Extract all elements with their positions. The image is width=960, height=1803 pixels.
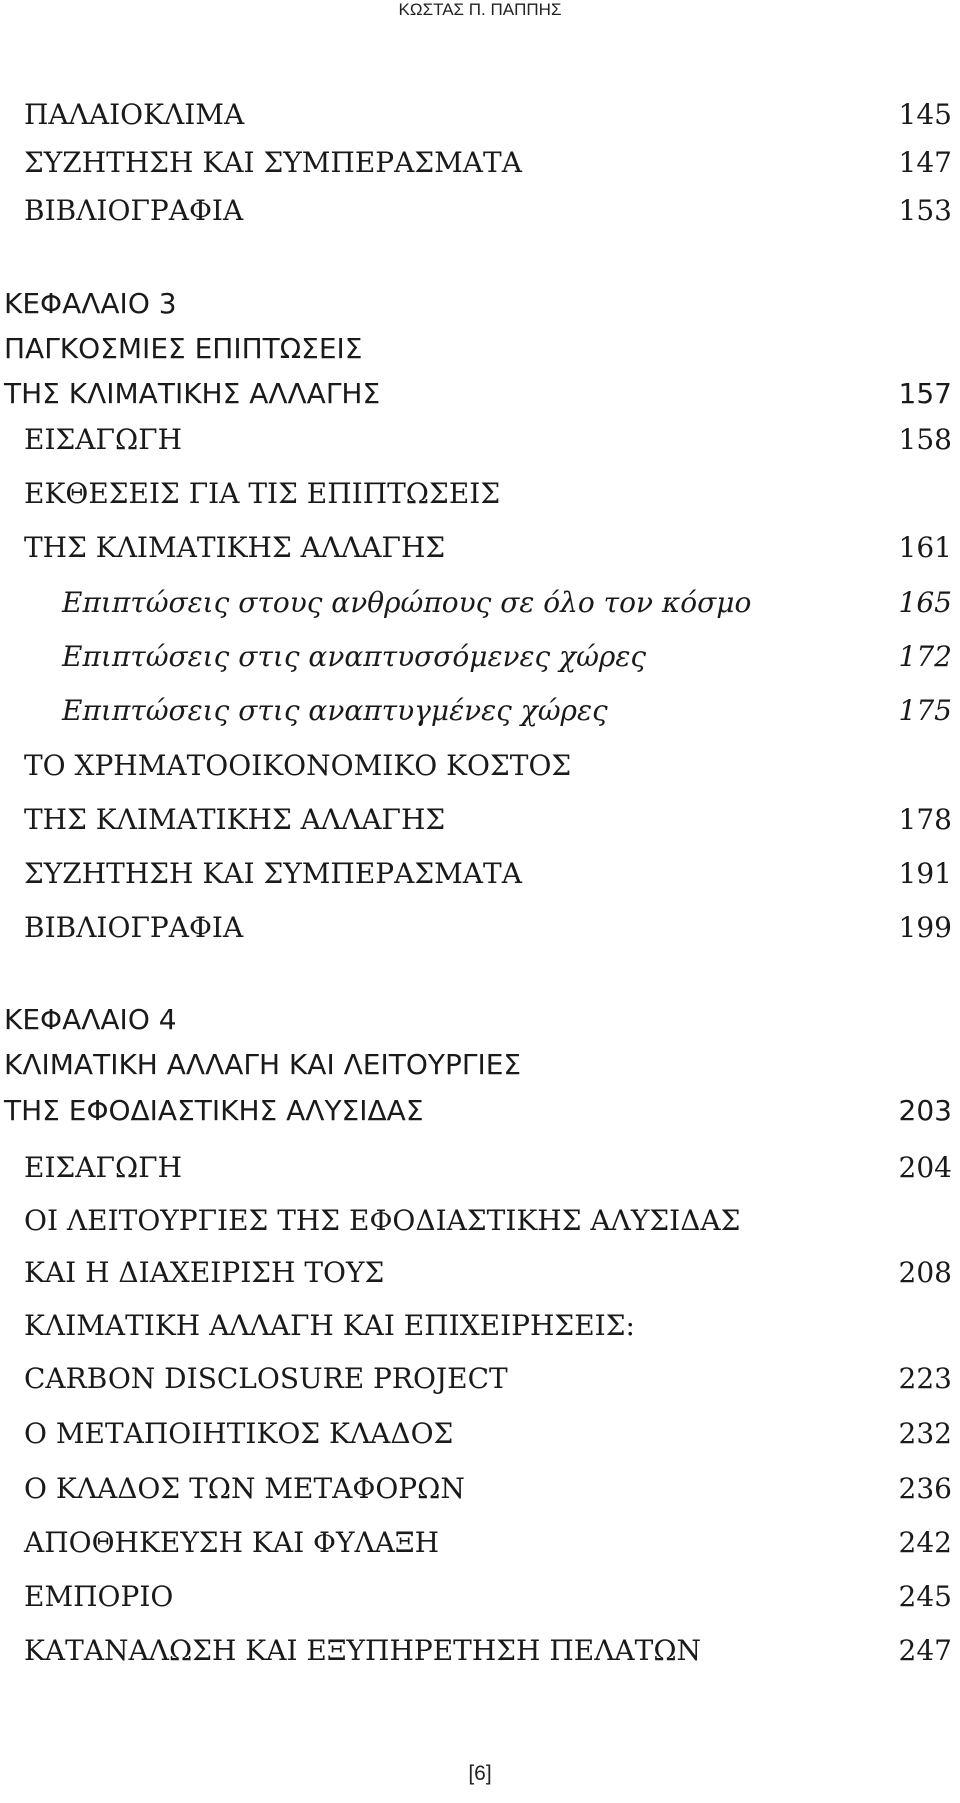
toc-entry <box>24 1303 952 1349</box>
toc-entry-page: 204 <box>898 1151 952 1184</box>
toc-entry-title: ΣΥΖΗΤΗΣΗ ΚΑΙ ΣΥΜΠΕΡΑΣΜΑΤΑ <box>24 857 522 890</box>
toc-entry <box>24 417 952 463</box>
toc-entry <box>24 851 952 897</box>
toc-entry-page: 208 <box>898 1256 952 1289</box>
chapter-heading <box>4 1042 952 1088</box>
chapter-heading-title: ΚΕΦΑΛΑΙΟ 3 <box>4 287 177 320</box>
toc-entry-title: ΕΜΠΟΡΙΟ <box>24 1580 174 1613</box>
toc-entry-page: 161 <box>898 531 952 564</box>
toc-entry-page: 178 <box>898 803 952 836</box>
toc-entry-page: 232 <box>898 1417 952 1450</box>
chapter-heading <box>4 1088 952 1134</box>
toc-entry <box>24 1574 952 1620</box>
toc-entry-title: ΤΗΣ ΚΛΙΜΑΤΙΚΗΣ ΑΛΛΑΓΗΣ <box>24 531 446 564</box>
toc-subentry <box>62 580 952 626</box>
toc-entry-page: 199 <box>898 911 952 944</box>
toc-entry-title: ΕΙΣΑΓΩΓΗ <box>24 1151 183 1184</box>
toc-entry <box>24 471 952 517</box>
toc-entry-page: 247 <box>898 1634 952 1667</box>
toc-entry-title: CARBON DISCLOSURE PROJECT <box>24 1362 508 1395</box>
chapter-heading-title: ΠΑΓΚΟΣΜΙΕΣ ΕΠΙΠΤΩΣΕΙΣ <box>4 332 363 365</box>
toc-entry <box>24 1628 952 1674</box>
toc-entry-title: ΣΥΖΗΤΗΣΗ ΚΑΙ ΣΥΜΠΕΡΑΣΜΑΤΑ <box>24 146 522 179</box>
toc-subentry-page: 172 <box>898 640 952 673</box>
toc-entry <box>24 797 952 843</box>
toc-subentry <box>62 634 952 680</box>
chapter-heading-title: ΤΗΣ ΚΛΙΜΑΤΙΚΗΣ ΑΛΛΑΓΗΣ <box>4 377 381 410</box>
chapter-heading <box>4 326 952 372</box>
toc-entry-page: 158 <box>898 423 952 456</box>
toc-entry-page: 153 <box>898 194 952 227</box>
toc-entry-page: 245 <box>898 1580 952 1613</box>
toc-entry <box>24 188 952 234</box>
chapter-heading <box>4 997 952 1043</box>
toc-entry-title: ΚΛΙΜΑΤΙΚΗ ΑΛΛΑΓΗ ΚΑΙ ΕΠΙΧΕΙΡΗΣΕΙΣ: <box>24 1309 635 1342</box>
page-number: [6] <box>468 1762 492 1785</box>
toc-subentry-page: 175 <box>898 694 952 727</box>
toc-subentry-title: Επιπτώσεις στις αναπτυσσόμενες χώρες <box>62 640 647 673</box>
toc-entry <box>24 1250 952 1296</box>
toc-entry-page: 145 <box>898 98 952 131</box>
toc-subentry-page: 165 <box>898 586 952 619</box>
chapter-heading-title: ΤΗΣ ΕΦΟΔΙΑΣΤΙΚΗΣ ΑΛΥΣΙΔΑΣ <box>4 1094 424 1127</box>
toc-entry-title: ΠΑΛΑΙΟΚΛΙΜΑ <box>24 98 245 131</box>
chapter-heading-title: ΚΛΙΜΑΤΙΚΗ ΑΛΛΑΓΗ ΚΑΙ ΛΕΙΤΟΥΡΓΙΕΣ <box>4 1048 522 1081</box>
toc-entry-page: 236 <box>898 1472 952 1505</box>
toc-subentry <box>62 688 952 734</box>
chapter-heading-title: ΚΕΦΑΛΑΙΟ 4 <box>4 1003 177 1036</box>
toc-entry-page: 191 <box>898 857 952 890</box>
toc-entry <box>24 525 952 571</box>
toc-entry-title: ΤΟ ΧΡΗΜΑΤΟΟΙΚΟΝΟΜΙΚΟ ΚΟΣΤΟΣ <box>24 749 572 782</box>
toc-entry <box>24 1145 952 1191</box>
toc-entry-title: ΒΙΒΛΙΟΓΡΑΦΙΑ <box>24 911 244 944</box>
toc-entry <box>24 140 952 186</box>
toc-entry-title: ΟΙ ΛΕΙΤΟΥΡΓΙΕΣ ΤΗΣ ΕΦΟΔΙΑΣΤΙΚΗΣ ΑΛΥΣΙΔΑΣ <box>24 1204 741 1237</box>
toc-entry-title: ΕΚΘΕΣΕΙΣ ΓΙΑ ΤΙΣ ΕΠΙΠΤΩΣΕΙΣ <box>24 477 501 510</box>
toc-entry-title: ΚΑΙ Η ΔΙΑΧΕΙΡΙΣΗ ΤΟΥΣ <box>24 1256 385 1289</box>
toc-entry <box>24 1520 952 1566</box>
toc-entry <box>24 743 952 789</box>
toc-entry-title: ΑΠΟΘΗΚΕΥΣΗ ΚΑΙ ΦΥΛΑΞΗ <box>24 1526 440 1559</box>
toc-entry <box>24 1411 952 1457</box>
chapter-heading <box>4 281 952 327</box>
toc-entry-title: ΒΙΒΛΙΟΓΡΑΦΙΑ <box>24 194 244 227</box>
chapter-heading <box>4 371 952 417</box>
toc-entry <box>24 1198 952 1244</box>
toc-entry-title: Ο ΜΕΤΑΠΟΙΗΤΙΚΟΣ ΚΛΑΔΟΣ <box>24 1417 454 1450</box>
toc-entry <box>24 1466 952 1512</box>
toc-entry-title: ΤΗΣ ΚΛΙΜΑΤΙΚΗΣ ΑΛΛΑΓΗΣ <box>24 803 446 836</box>
chapter-heading-page: 157 <box>898 377 952 410</box>
toc-entry-page: 242 <box>898 1526 952 1559</box>
running-header: ΚΩΣΤΑΣ Π. ΠΑΠΠΗΣ <box>398 0 562 19</box>
toc-entry-title: ΕΙΣΑΓΩΓΗ <box>24 423 183 456</box>
toc-entry-page: 223 <box>898 1362 952 1395</box>
toc-entry-title: Ο ΚΛΑΔΟΣ ΤΩΝ ΜΕΤΑΦΟΡΩΝ <box>24 1472 465 1505</box>
toc-subentry-title: Επιπτώσεις στις αναπτυγμένες χώρες <box>62 694 608 727</box>
toc-entry <box>24 92 952 138</box>
toc-entry <box>24 1356 952 1402</box>
chapter-heading-page: 203 <box>898 1094 952 1127</box>
toc-subentry-title: Επιπτώσεις στους ανθρώπους σε όλο τον κόσμο <box>62 586 752 619</box>
toc-entry-title: ΚΑΤΑΝΑΛΩΣΗ ΚΑΙ ΕΞΥΠΗΡΕΤΗΣΗ ΠΕΛΑΤΩΝ <box>24 1634 702 1667</box>
toc-entry <box>24 905 952 951</box>
toc-entry-page: 147 <box>898 146 952 179</box>
